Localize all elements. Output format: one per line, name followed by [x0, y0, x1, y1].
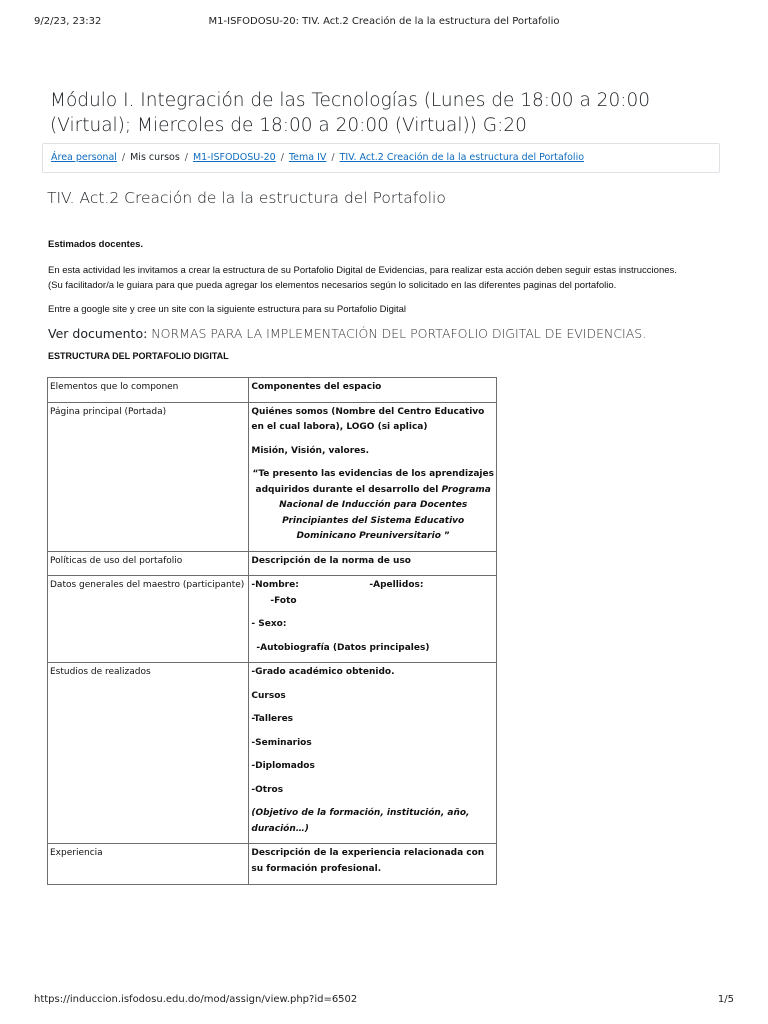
quote-text: “Te presento las evidencias de los aprendizajes adquiridos durante el desarrollo del	[252, 469, 494, 495]
table-row	[48, 551, 497, 576]
row-datos-content	[249, 576, 497, 663]
breadcrumb-box	[42, 143, 720, 173]
portada-quote	[251, 467, 495, 545]
table-row	[48, 402, 497, 551]
row-estudios-label: Estudios de realizados	[48, 663, 249, 844]
structure-title: ESTRUCTURA DEL PORTAFOLIO DIGITAL	[48, 351, 229, 361]
portfolio-structure-table	[47, 377, 497, 885]
row-experiencia-label: Experiencia	[48, 844, 249, 885]
google-site-instruction: Entre a google site y cree un site con la siguiente estructura para su Portafolio Digital	[48, 304, 407, 315]
row-portada-content	[249, 402, 497, 551]
greeting: Estimados docentes.	[48, 239, 144, 250]
row-experiencia-content: Descripción de la experiencia relacionada con su formación profesional.	[249, 844, 497, 885]
breadcrumb-course[interactable]: M1-ISFODOSU-20	[192, 152, 276, 163]
breadcrumb	[51, 152, 584, 163]
row-datos-label: Datos generales del maestro (participante)	[48, 576, 249, 663]
table-row	[48, 844, 497, 885]
print-page-number: 1/5	[717, 994, 734, 1005]
autobiografia-field: -Autobiografía (Datos principales)	[256, 642, 430, 653]
assignment-intro	[48, 237, 738, 372]
view-document-link[interactable]: NORMAS PARA LA IMPLEMENTACIÓN DEL PORTAFOLIO DIGITAL DE EVIDENCIAS.	[151, 326, 647, 341]
row-portada-label: Página principal (Portada)	[48, 402, 249, 551]
quote-program: Programa Nacional de Inducción para Docentes Principiantes del Sistema Educativo Dominicano Preuniversitario	[279, 484, 491, 541]
print-url: https://induccion.isfodosu.edu.do/mod/assign/view.php?id=6502	[34, 994, 358, 1005]
breadcrumb-activity[interactable]: TIV. Act.2 Creación de la la estructura del Portafolio	[339, 152, 585, 163]
estudio-item: -Grado académico obtenido.	[251, 667, 395, 677]
view-document-label: Ver documento:	[48, 326, 148, 341]
quienes-somos-text: Quiénes somos (Nombre del Centro Educativo en el cual labora), LOGO (si aplica)	[251, 406, 485, 432]
row-estudios-content	[249, 663, 497, 844]
estudio-item: Cursos	[251, 690, 286, 701]
quote-close: ”	[440, 531, 450, 541]
breadcrumb-tema[interactable]: Tema IV	[288, 152, 327, 163]
estudio-item: -Diplomados	[251, 761, 315, 771]
table-header-row	[48, 378, 497, 403]
sexo-field: - Sexo:	[251, 619, 287, 629]
intro-line-1: En esta actividad les invitamos a crear la estructura de su Portafolio Digital de Evidencias, para realizar esta acción deben seguir estas instrucciones.	[48, 265, 677, 276]
header-components: Componentes del espacio	[249, 378, 497, 403]
page-title: TIV. Act.2 Creación de la la estructura del Portafolio	[47, 189, 446, 207]
print-footer	[34, 994, 734, 1008]
breadcrumb-separator: /	[184, 152, 188, 163]
foto-field: -Foto	[270, 595, 297, 606]
breadcrumb-mis-cursos: Mis cursos	[130, 152, 180, 163]
estudio-note: (Objetivo de la formación, institución, año, duración…)	[251, 808, 470, 834]
breadcrumb-separator: /	[280, 152, 284, 163]
estudio-item: -Talleres	[251, 714, 294, 724]
intro-paragraph	[48, 263, 738, 293]
breadcrumb-separator: /	[121, 152, 126, 163]
nombre-field: -Nombre:	[251, 580, 299, 590]
row-politicas-content: Descripción de la norma de uso	[249, 551, 497, 576]
table-row	[48, 576, 497, 663]
header-elements: Elementos que lo componen	[48, 378, 249, 403]
apellidos-field: -Apellidos:	[369, 580, 424, 590]
nombre-apellidos-line	[251, 578, 495, 594]
print-header	[34, 16, 734, 30]
estudio-item: -Seminarios	[251, 737, 312, 748]
mision-vision-text: Misión, Visión, valores.	[251, 445, 370, 456]
breadcrumb-area-personal[interactable]: Área personal	[51, 152, 117, 163]
estudio-item: -Otros	[251, 784, 284, 795]
course-title: Módulo I. Integración de las Tecnologías (Lunes de 18:00 a 20:00 (Virtual); Miercoles de 18:00 a 20:00 (Virtual)) G:20	[50, 90, 650, 136]
breadcrumb-separator: /	[331, 152, 335, 163]
table-row	[48, 663, 497, 844]
print-date: 9/2/23, 23:32	[34, 16, 102, 27]
row-politicas-label: Políticas de uso del portafolio	[48, 551, 249, 576]
intro-line-2: (Su facilitador/a le guiara para que pueda agregar los elementos necesarios según lo solicitado en las diferentes paginas del portafolio.	[48, 280, 617, 291]
view-document	[48, 326, 738, 341]
print-title: M1-ISFODOSU-20: TIV. Act.2 Creación de la la estructura del Portafolio	[208, 16, 560, 27]
